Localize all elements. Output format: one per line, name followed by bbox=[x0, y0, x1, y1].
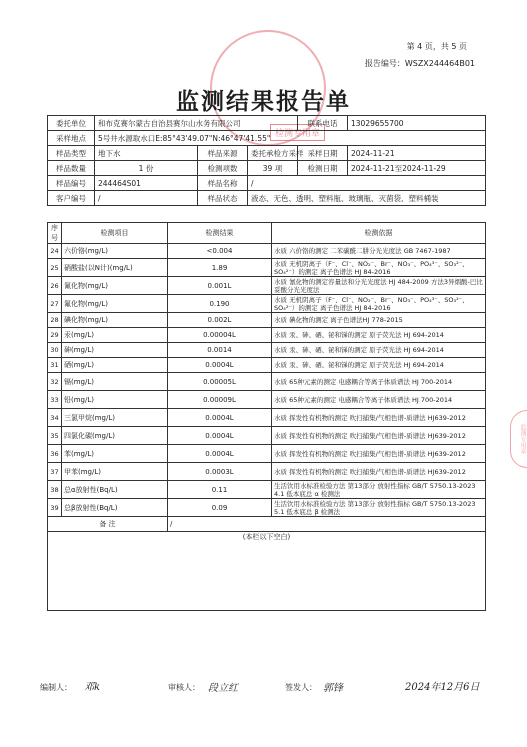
row-method: 水质 汞、砷、硒、铋和锑的测定 原子荧光法 HJ 694-2014 bbox=[272, 358, 486, 373]
table-row bbox=[48, 358, 486, 373]
page-title: 监测结果报告单 bbox=[176, 88, 351, 115]
sign-date: 2024年12月6日 bbox=[405, 682, 480, 693]
client-value: 和布克赛尔蒙古自治县赛尔山水务有限公司 bbox=[95, 116, 298, 131]
name-label: 样品名称 bbox=[198, 176, 248, 191]
row-value: 0.0004L bbox=[168, 409, 272, 427]
row-no: 35 bbox=[48, 427, 62, 445]
page-number: 第 4 页，共 5 页 bbox=[406, 42, 467, 51]
row-item: 总β放射性(Bq/L) bbox=[62, 499, 168, 517]
state-value: 液态、无色、透明、塑料瓶、玻璃瓶、灭菌袋、塑料桶装 bbox=[248, 191, 486, 206]
table-row bbox=[48, 295, 486, 313]
table-row bbox=[48, 313, 486, 328]
results-header-row bbox=[48, 223, 486, 244]
row-method: 水质 汞、砷、硒、铋和锑的测定 原子荧光法 HJ 694-2014 bbox=[272, 328, 486, 343]
code-value: 244464S01 bbox=[95, 176, 198, 191]
row-value: <0.004 bbox=[168, 244, 272, 259]
sample-date-label: 采样日期 bbox=[298, 146, 348, 161]
row-item: 甲苯(mg/L) bbox=[62, 463, 168, 481]
row-no: 26 bbox=[48, 277, 62, 295]
row-item: 镉(mg/L) bbox=[62, 373, 168, 391]
row-no: 39 bbox=[48, 499, 62, 517]
header-method: 检测依据 bbox=[272, 223, 486, 244]
sample-date-value: 2024-11-21 bbox=[348, 146, 486, 161]
row-item: 氟化物(mg/L) bbox=[62, 295, 168, 313]
row-value: 0.00009L bbox=[168, 391, 272, 409]
row-no: 38 bbox=[48, 481, 62, 499]
review-label: 审核人： bbox=[168, 683, 200, 692]
row-item: 总α放射性(Bq/L) bbox=[62, 481, 168, 499]
header-no: 序号 bbox=[48, 223, 62, 244]
phone-label: 联系电话 bbox=[298, 116, 348, 131]
row-value: 0.002L bbox=[168, 313, 272, 328]
row-no: 27 bbox=[48, 295, 62, 313]
row-method: 水质 挥发性有机物的测定 吹扫捕集/气相色谱-质谱法 HJ639-2012 bbox=[272, 409, 486, 427]
table-row bbox=[48, 277, 486, 295]
customer-value: / bbox=[95, 191, 198, 206]
row-item: 氰化物(mg/L) bbox=[62, 277, 168, 295]
row-item: 硒(mg/L) bbox=[62, 358, 168, 373]
header-item: 检测项目 bbox=[62, 223, 168, 244]
code-label: 样品编号 bbox=[48, 176, 95, 191]
row-item: 四氯化碳(mg/L) bbox=[62, 427, 168, 445]
row-item: 六价铬(mg/L) bbox=[62, 244, 168, 259]
row-no: 36 bbox=[48, 445, 62, 463]
name-value: / bbox=[248, 176, 486, 191]
state-label: 样品状态 bbox=[198, 191, 248, 206]
row-value: 0.190 bbox=[168, 295, 272, 313]
row-item: 铅(mg/L) bbox=[62, 391, 168, 409]
row-method: 水质 挥发性有机物的测定 吹扫捕集/气相色谱-质谱法 HJ639-2012 bbox=[272, 445, 486, 463]
row-value: 0.00004L bbox=[168, 328, 272, 343]
row-method: 水质 65种元素的测定 电感耦合等离子体质谱法 HJ 700-2014 bbox=[272, 373, 486, 391]
row-method: 水质 六价铬的测定 二苯碳酰二肼分光光度法 GB 7467-1987 bbox=[272, 244, 486, 259]
row-method: 水质 无机阴离子（F⁻、Cl⁻、NO₂⁻、Br⁻、NO₃⁻、PO₄³⁻、SO₃²⁻、SO₄²⁻）的测定 离子色谱法 HJ 84-2016 bbox=[272, 295, 486, 313]
sample-info-table bbox=[47, 115, 486, 206]
row-value: 0.00005L bbox=[168, 373, 272, 391]
table-row bbox=[48, 373, 486, 391]
row-item: 汞(mg/L) bbox=[62, 328, 168, 343]
row-value: 0.0004L bbox=[168, 445, 272, 463]
type-value: 地下水 bbox=[95, 146, 198, 161]
row-method: 水质 汞、砷、硒、铋和锑的测定 原子荧光法 HJ 694-2014 bbox=[272, 343, 486, 358]
row-value: 0.0014 bbox=[168, 343, 272, 358]
results-table bbox=[47, 222, 486, 611]
row-no: 32 bbox=[48, 373, 62, 391]
customer-label: 客户编号 bbox=[48, 191, 95, 206]
table-row bbox=[48, 391, 486, 409]
row-method: 水质 碘化物的测定 离子色谱法HJ 778-2015 bbox=[272, 313, 486, 328]
blank-note: (本栏以下空白) bbox=[48, 532, 486, 611]
row-value: 0.001L bbox=[168, 277, 272, 295]
table-row bbox=[48, 499, 486, 517]
header-value: 检测结果 bbox=[168, 223, 272, 244]
row-no: 24 bbox=[48, 244, 62, 259]
row-method: 生活饮用水标准检验方法 第13部分 放射性指标 GB/T 5750.13-2023 5.1 低本底总 β 检测法 bbox=[272, 499, 486, 517]
row-no: 33 bbox=[48, 391, 62, 409]
row-no: 37 bbox=[48, 463, 62, 481]
prepared-signature: 邓k bbox=[84, 682, 101, 693]
row-item: 碘化物(mg/L) bbox=[62, 313, 168, 328]
site-label: 采样地点 bbox=[48, 131, 95, 146]
items-label: 检测项数 bbox=[198, 161, 248, 176]
prepared-label: 编制人： bbox=[40, 683, 72, 692]
table-row bbox=[48, 481, 486, 499]
source-value: 委托承检方采样 bbox=[248, 146, 298, 161]
stamp-label: 检测专用章 bbox=[270, 124, 325, 141]
table-row bbox=[48, 343, 486, 358]
row-value: 0.11 bbox=[168, 481, 272, 499]
row-item: 砷(mg/L) bbox=[62, 343, 168, 358]
table-row bbox=[48, 445, 486, 463]
row-no: 34 bbox=[48, 409, 62, 427]
row-method: 水质 挥发性有机物的测定 吹扫捕集/气相色谱-质谱法 HJ639-2012 bbox=[272, 427, 486, 445]
row-value: 0.0003L bbox=[168, 463, 272, 481]
items-value: 39 项 bbox=[248, 161, 298, 176]
row-no: 25 bbox=[48, 259, 62, 277]
table-row bbox=[48, 463, 486, 481]
qty-label: 样品数量 bbox=[48, 161, 95, 176]
row-method: 水质 氰化物的测定容量法和分光光度法 HJ 484-2009 方法3异烟酸-巴比妥酸分光光度法 bbox=[272, 277, 486, 295]
remark-value: / bbox=[168, 517, 486, 532]
row-no: 31 bbox=[48, 358, 62, 373]
review-signature: 段立红 bbox=[208, 683, 238, 694]
table-row bbox=[48, 409, 486, 427]
row-value: 0.0004L bbox=[168, 358, 272, 373]
row-item: 苯(mg/L) bbox=[62, 445, 168, 463]
row-method: 水质 无机阴离子（F⁻、Cl⁻、NO₂⁻、Br⁻、NO₃⁻、PO₄³⁻、SO₃²⁻、SO₄²⁻）的测定 离子色谱法 HJ 84-2016 bbox=[272, 259, 486, 277]
row-item: 三氯甲烷(mg/L) bbox=[62, 409, 168, 427]
row-value: 1.89 bbox=[168, 259, 272, 277]
side-seal: 监测专用章 bbox=[510, 410, 527, 468]
client-label: 委托单位 bbox=[48, 116, 95, 131]
remark-label: 备 注 bbox=[48, 517, 168, 532]
report-number: 报告编号：WSZX244464B01 bbox=[364, 59, 475, 68]
row-method: 水质 挥发性有机物的测定 吹扫捕集/气相色谱-质谱法 HJ639-2012 bbox=[272, 463, 486, 481]
table-row bbox=[48, 244, 486, 259]
row-no: 29 bbox=[48, 328, 62, 343]
table-row bbox=[48, 328, 486, 343]
test-date-label: 检测日期 bbox=[298, 161, 348, 176]
row-method: 生活饮用水标准检验方法 第13部分 放射性指标 GB/T 5750.13-2023 4.1 低本底总 α 检测法 bbox=[272, 481, 486, 499]
site-value: 5号井水源取水口E:85°43'49.07"N:46°47'41.55" bbox=[95, 131, 486, 146]
test-date-value: 2024-11-21至2024-11-29 bbox=[348, 161, 486, 176]
issue-signature: 郭锋 bbox=[323, 683, 343, 694]
row-no: 28 bbox=[48, 313, 62, 328]
row-value: 0.09 bbox=[168, 499, 272, 517]
source-label: 样品来源 bbox=[198, 146, 248, 161]
row-no: 30 bbox=[48, 343, 62, 358]
row-value: 0.0004L bbox=[168, 427, 272, 445]
table-row bbox=[48, 427, 486, 445]
qty-value: 1 份 bbox=[95, 161, 198, 176]
type-label: 样品类型 bbox=[48, 146, 95, 161]
row-item: 硝酸盐(以N计)(mg/L) bbox=[62, 259, 168, 277]
phone-value: 13029655700 bbox=[348, 116, 486, 131]
issue-label: 签发人： bbox=[285, 683, 317, 692]
table-row bbox=[48, 259, 486, 277]
row-method: 水质 65种元素的测定 电感耦合等离子体质谱法 HJ 700-2014 bbox=[272, 391, 486, 409]
